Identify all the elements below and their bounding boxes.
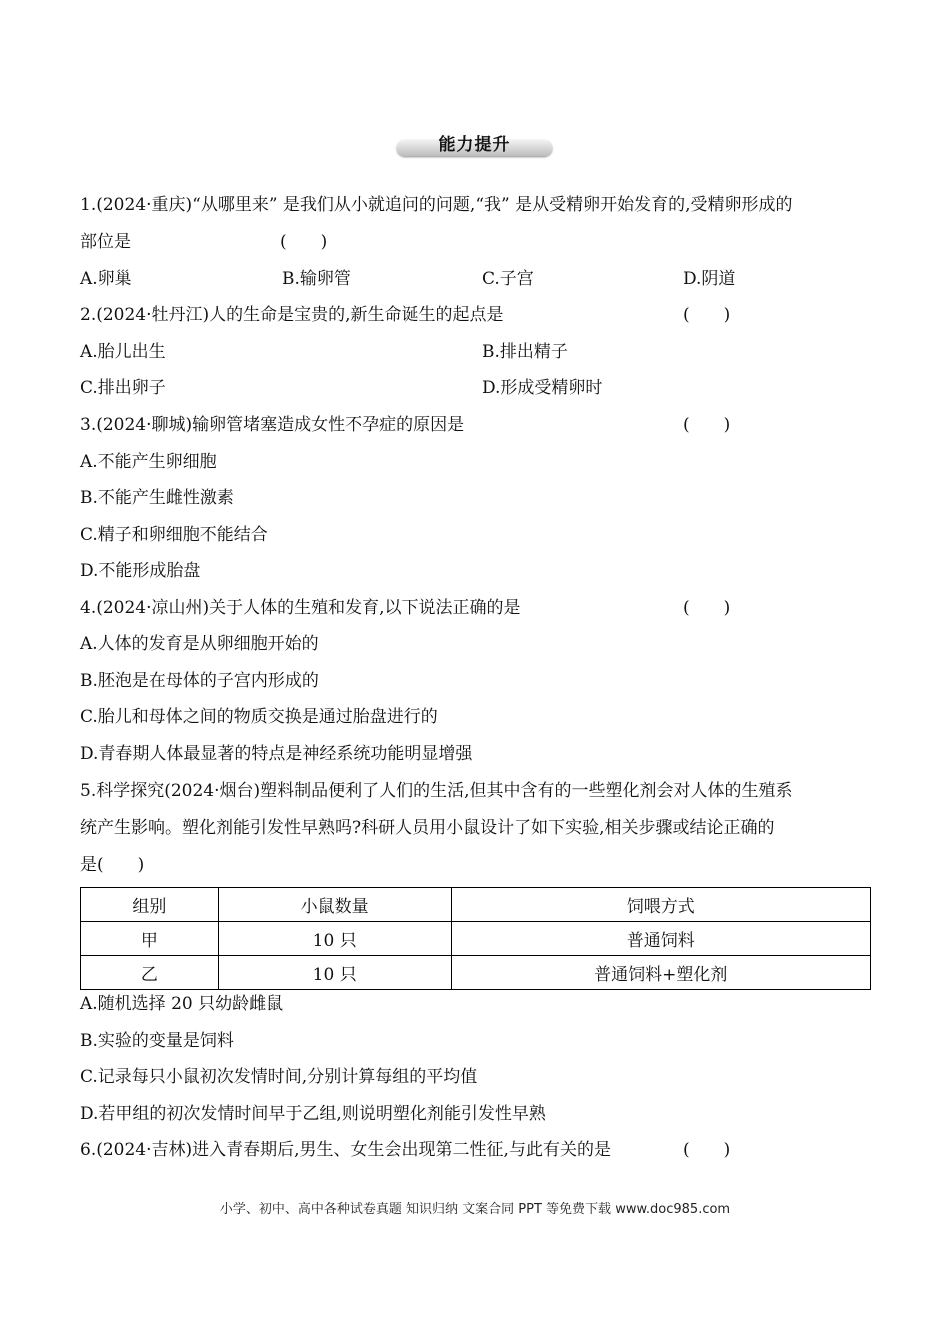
question-4-stem: 4.(2024·凉山州)关于人体的生殖和发育,以下说法正确的是 xyxy=(80,598,521,618)
question-4-answer-blank: ( ) xyxy=(683,598,731,618)
table-cell: 乙 xyxy=(81,956,219,990)
question-5-option-b: B.实验的变量是饲料 xyxy=(80,1031,234,1051)
table-header-row xyxy=(81,888,871,922)
question-4-option-b: B.胚泡是在母体的子宫内形成的 xyxy=(80,671,319,691)
table-cell: 普通饲料 xyxy=(451,922,870,956)
question-1-option-d: D.阴道 xyxy=(683,269,736,289)
question-2-option-b: B.排出精子 xyxy=(482,342,568,362)
question-3-answer-blank: ( ) xyxy=(683,415,731,435)
question-2-option-d: D.形成受精卵时 xyxy=(482,378,603,398)
question-5-option-d: D.若甲组的初次发情时间早于乙组,则说明塑化剂能引发性早熟 xyxy=(80,1104,546,1124)
question-2-stem: 2.(2024·牡丹江)人的生命是宝贵的,新生命诞生的起点是 xyxy=(80,305,504,325)
question-5-stem-line-3: 是( ) xyxy=(80,855,145,875)
question-3-option-a: A.不能产生卵细胞 xyxy=(80,452,217,472)
question-1-option-b: B.输卵管 xyxy=(282,269,351,289)
question-1-option-c: C.子宫 xyxy=(482,269,534,289)
question-3-option-c: C.精子和卵细胞不能结合 xyxy=(80,525,268,545)
table-row xyxy=(81,956,871,990)
question-4-option-d: D.青春期人体最显著的特点是神经系统功能明显增强 xyxy=(80,744,473,764)
table-cell: 10 只 xyxy=(218,922,451,956)
question-1-option-a: A.卵巢 xyxy=(80,269,132,289)
section-title: 能力提升 xyxy=(438,135,511,155)
question-2-answer-blank: ( ) xyxy=(683,305,731,325)
question-3-option-d: D.不能形成胎盘 xyxy=(80,561,201,581)
question-5-option-a: A.随机选择 20 只幼龄雌鼠 xyxy=(80,994,284,1014)
page-footer: 小学、初中、高中各种试卷真题 知识归纳 文案合同 PPT 等免费下载 www.doc985.com xyxy=(219,1202,731,1217)
question-5-stem-line-2: 统产生影响。塑化剂能引发性早熟吗?科研人员用小鼠设计了如下实验,相关步骤或结论正确的 xyxy=(80,818,775,838)
question-6-answer-blank: ( ) xyxy=(683,1140,731,1160)
question-4-option-c: C.胎儿和母体之间的物质交换是通过胎盘进行的 xyxy=(80,707,438,727)
experiment-table xyxy=(80,887,871,990)
table-header-cell: 饲喂方式 xyxy=(451,888,870,922)
question-6-stem: 6.(2024·吉林)进入青春期后,男生、女生会出现第二性征,与此有关的是 xyxy=(80,1140,611,1160)
question-4-option-a: A.人体的发育是从卵细胞开始的 xyxy=(80,634,319,654)
table-cell: 10 只 xyxy=(218,956,451,990)
table-header-cell: 组别 xyxy=(81,888,219,922)
question-3-stem: 3.(2024·聊城)输卵管堵塞造成女性不孕症的原因是 xyxy=(80,415,465,435)
question-5-option-c: C.记录每只小鼠初次发情时间,分别计算每组的平均值 xyxy=(80,1067,478,1087)
question-1-stem-line-2: 部位是 xyxy=(80,232,131,252)
table-header-cell: 小鼠数量 xyxy=(218,888,451,922)
question-5-stem-line-1: 5.科学探究(2024·烟台)塑料制品便利了人们的生活,但其中含有的一些塑化剂会对人体的生殖系 xyxy=(80,781,793,801)
table-row xyxy=(81,922,871,956)
question-1-stem-line-1: 1.(2024·重庆)“从哪里来” 是我们从小就追问的问题,“我” 是从受精卵开始发育的,受精卵形成的 xyxy=(80,195,793,215)
table-cell: 甲 xyxy=(81,922,219,956)
table-cell: 普通饲料+塑化剂 xyxy=(451,956,870,990)
question-3-option-b: B.不能产生雌性激素 xyxy=(80,488,234,508)
section-banner xyxy=(397,130,552,156)
question-1-answer-blank: ( ) xyxy=(280,232,328,252)
question-2-option-c: C.排出卵子 xyxy=(80,378,166,398)
question-2-option-a: A.胎儿出生 xyxy=(80,342,166,362)
